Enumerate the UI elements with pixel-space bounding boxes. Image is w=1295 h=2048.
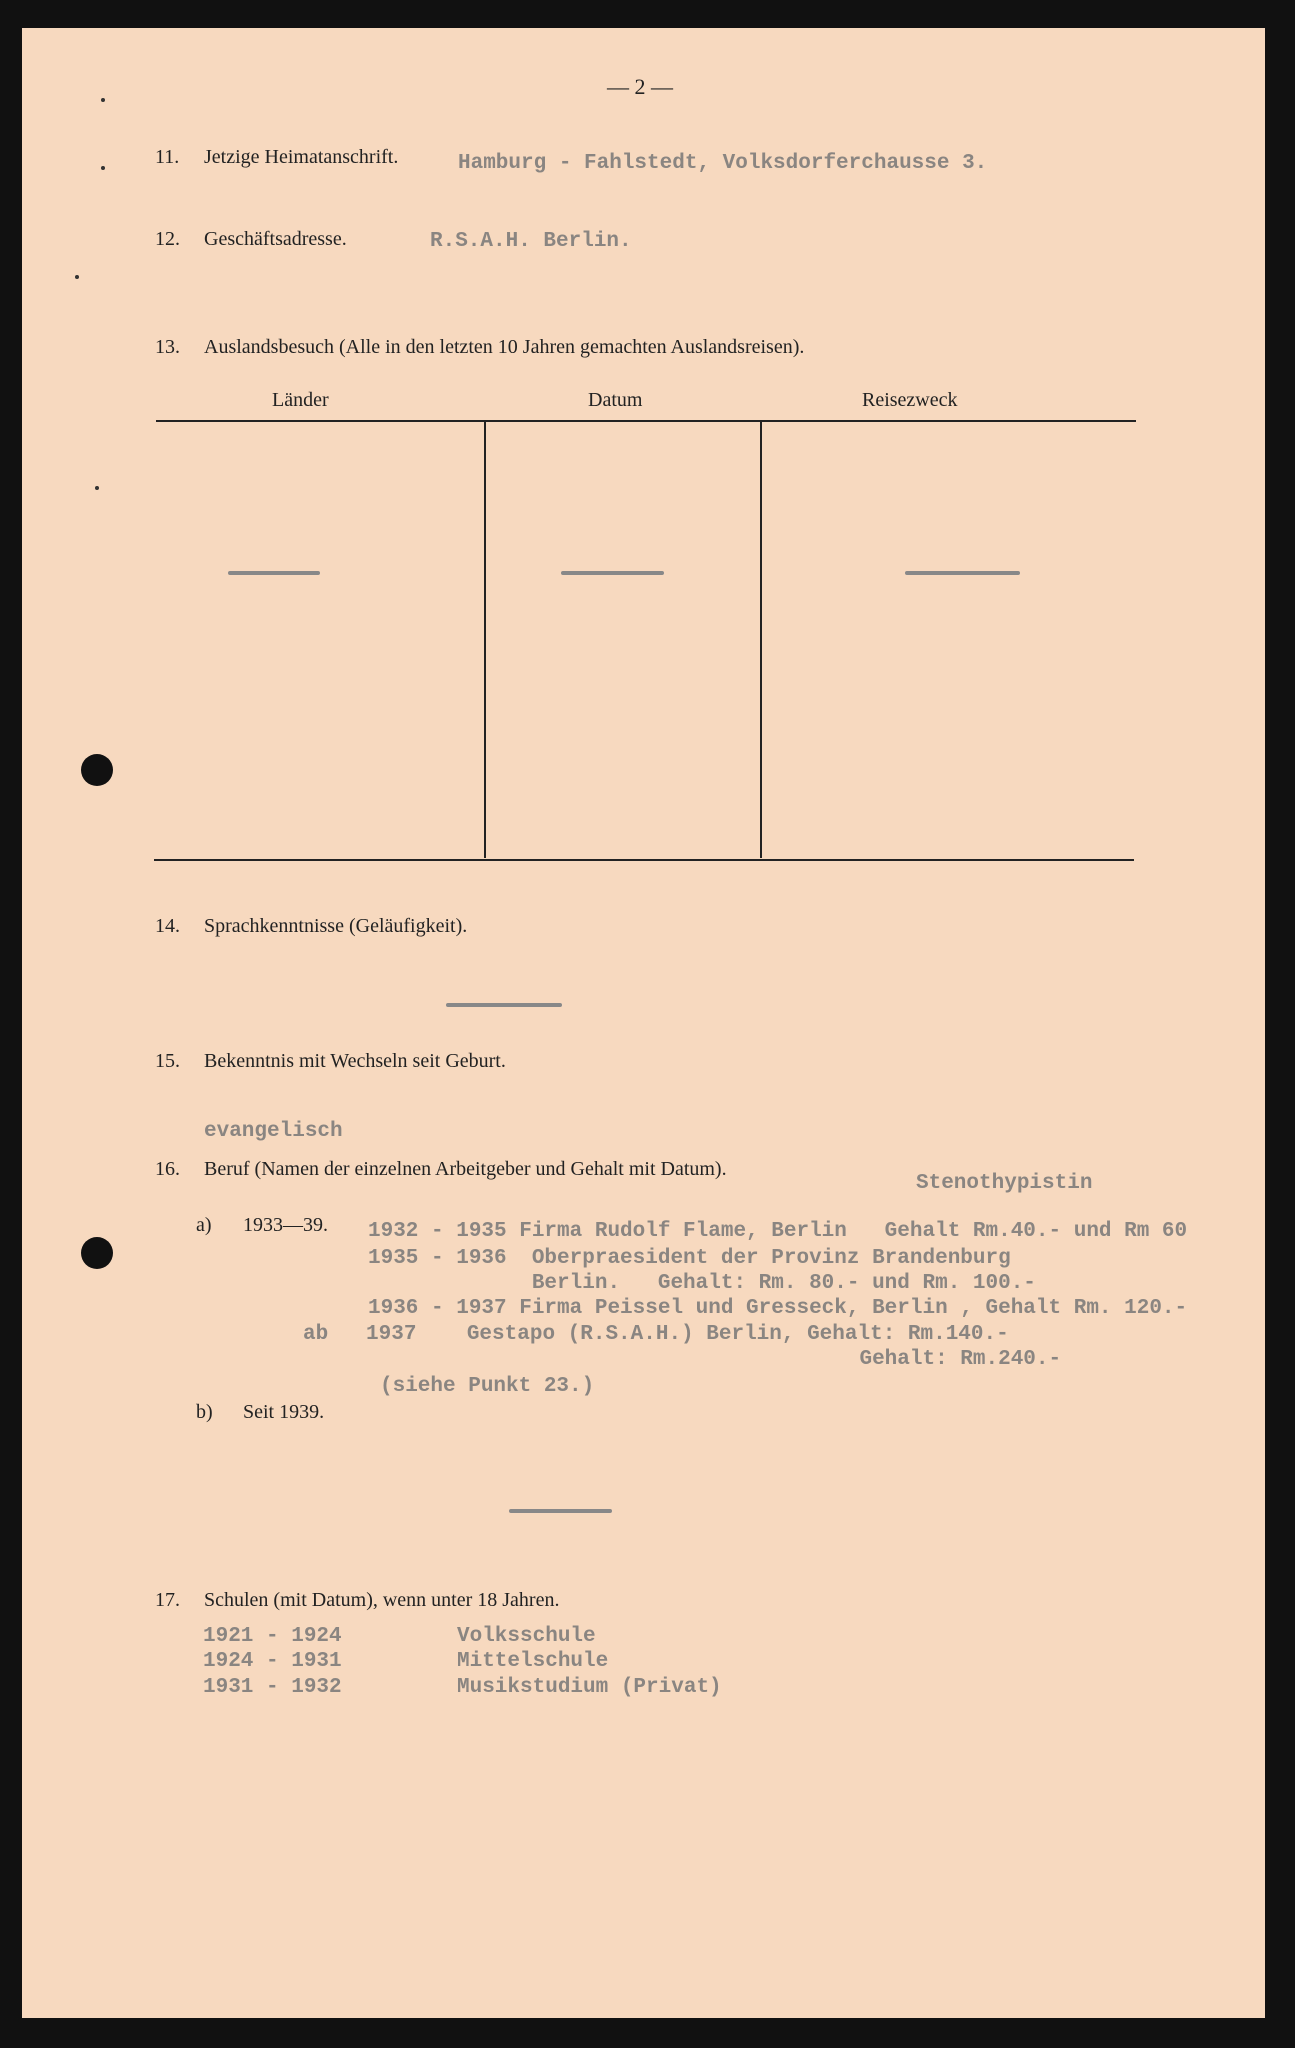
punch-hole-bottom — [81, 1237, 113, 1269]
q14-number: 14. — [155, 915, 180, 937]
page-number: — 2 — — [607, 74, 673, 99]
q16-b-label: b) — [196, 1401, 213, 1423]
empty-dash-datum — [561, 571, 664, 575]
school-years: 1924 - 1931 — [203, 1650, 342, 1673]
q16-b-years: Seit 1939. — [243, 1401, 325, 1423]
document-page — [22, 28, 1265, 2018]
employment-line: 1936 - 1937 Firma Peissel und Gresseck, Berlin , Gehalt Rm. 120.- — [368, 1297, 1188, 1320]
school-years: 1931 - 1932 — [203, 1676, 342, 1699]
q13-label: Auslandsbesuch (Alle in den letzten 10 Jahren gemachten Auslandsreisen). — [204, 336, 805, 358]
employment-line: Gehalt: Rm.240.- — [368, 1348, 1062, 1371]
employment-note: (siehe Punkt 23.) — [380, 1375, 595, 1398]
speck — [75, 275, 79, 279]
table-top-rule — [156, 420, 1136, 422]
employment-line: 1935 - 1936 Oberpraesident der Provinz Brandenburg — [368, 1247, 1011, 1270]
q16-a-years: 1933—39. — [243, 1214, 328, 1236]
q14-label: Sprachkenntnisse (Geläufigkeit). — [204, 915, 468, 937]
speck — [101, 166, 105, 170]
speck — [101, 98, 105, 102]
q12-answer: R.S.A.H. Berlin. — [430, 230, 632, 253]
q16-number: 16. — [155, 1158, 180, 1180]
q12-number: 12. — [155, 228, 180, 250]
speck — [95, 486, 99, 490]
school-name: Mittelschule — [457, 1650, 609, 1673]
school-name: Musikstudium (Privat) — [457, 1676, 722, 1699]
table-bottom-rule — [154, 859, 1134, 861]
col-header-reisezweck: Reisezweck — [862, 389, 958, 411]
q17-label: Schulen (mit Datum), wenn unter 18 Jahren. — [204, 1589, 560, 1611]
employment-line: Berlin. Gehalt: Rm. 80.- und Rm. 100.- — [368, 1272, 1036, 1295]
q11-label: Jetzige Heimatanschrift. — [204, 146, 399, 168]
q11-answer: Hamburg - Fahlstedt, Volksdorferchausse 3. — [458, 152, 988, 175]
q16-label: Beruf (Namen der einzelnen Arbeitgeber und Gehalt mit Datum). — [204, 1158, 727, 1180]
q15-number: 15. — [155, 1050, 180, 1072]
q16-b-empty-dash — [509, 1509, 612, 1513]
q14-empty-dash — [446, 1003, 562, 1007]
q13-number: 13. — [155, 336, 180, 358]
q15-answer: evangelisch — [204, 1120, 343, 1143]
q16-title-answer: Stenothypistin — [916, 1172, 1093, 1195]
table-divider-2 — [760, 422, 762, 858]
employment-line: 1932 - 1935 Firma Rudolf Flame, Berlin Gehalt Rm.40.- und Rm 60 — [368, 1220, 1188, 1243]
q16-a-label: a) — [196, 1214, 212, 1236]
q11-number: 11. — [155, 146, 180, 168]
q15-label: Bekenntnis mit Wechseln seit Geburt. — [204, 1050, 506, 1072]
empty-dash-laender — [228, 571, 320, 575]
employment-line: ab 1937 Gestapo (R.S.A.H.) Berlin, Gehalt: Rm.140.- — [303, 1323, 1009, 1346]
punch-hole-top — [81, 754, 113, 786]
empty-dash-reisezweck — [905, 571, 1020, 575]
school-years: 1921 - 1924 — [203, 1625, 342, 1648]
school-name: Volksschule — [457, 1625, 596, 1648]
col-header-datum: Datum — [588, 389, 643, 411]
q17-number: 17. — [155, 1589, 180, 1611]
q12-label: Geschäftsadresse. — [204, 228, 347, 250]
col-header-laender: Länder — [272, 389, 329, 411]
table-divider-1 — [484, 422, 486, 858]
